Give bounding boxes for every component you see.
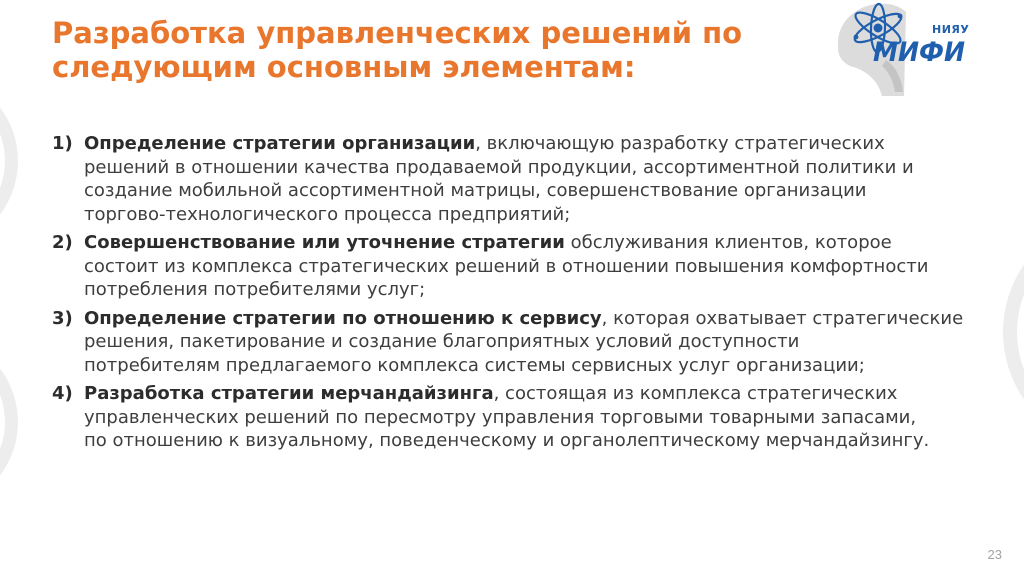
list-item-line: решений в отношении качества продаваемой продукции, ассортиментной политики и xyxy=(84,156,914,178)
mephi-logo xyxy=(830,0,975,100)
list-item-line: решения, пакетирование и создание благоприятных условий доступности xyxy=(84,331,800,352)
list-item-number: 4) xyxy=(52,383,73,404)
list-item xyxy=(52,231,963,302)
list-item-body xyxy=(84,132,914,226)
list-item xyxy=(52,132,963,226)
list-item-heading: Совершенствование или уточнение стратегии xyxy=(84,232,565,253)
list-item-line: состоит из комплекса стратегических решений в отношении повышения комфортности xyxy=(84,255,929,277)
decorative-arc-left-top xyxy=(0,108,18,215)
list-item-line: создание мобильной ассортиментной матрицы, совершенствование организации xyxy=(84,180,867,201)
list-item-heading: Определение стратегии по отношению к сервису xyxy=(84,307,602,329)
list-item-line xyxy=(84,231,928,255)
decorative-arc-left-bottom xyxy=(0,369,18,476)
list-item-heading: Определение стратегии организации xyxy=(84,133,476,154)
list-item-text: , состоящая из комплекса стратегических xyxy=(493,383,898,404)
list-item-number: 3) xyxy=(52,307,73,329)
list-item-line: торгово-технологического процесса предприятий; xyxy=(84,203,571,225)
list-item-text: , которая охватывает стратегические xyxy=(601,307,964,329)
list-item-line xyxy=(84,307,963,331)
list-item-line xyxy=(84,132,914,156)
list-item-line: потребления потребителями услуг; xyxy=(84,279,426,300)
logo-main-text: МИФИ xyxy=(873,37,966,68)
list-item-number: 2) xyxy=(52,232,73,253)
list-item-number: 1) xyxy=(52,133,73,154)
list-item-text: обслуживания клиентов, которое xyxy=(564,232,892,253)
list-item-line: управленческих решений по пересмотру управления торговыми товарными запасами, xyxy=(84,406,917,428)
slide-title-line: следующим основным элементам: xyxy=(52,50,636,84)
list-item xyxy=(52,382,963,453)
list-item-text: , включающую разработку стратегических xyxy=(475,133,885,154)
list-item-body xyxy=(84,307,963,378)
list-item-body xyxy=(84,231,928,302)
list-item-body xyxy=(84,382,929,453)
decorative-arc-right xyxy=(1003,265,1024,400)
strategy-list xyxy=(52,132,963,458)
list-item-line xyxy=(84,382,929,406)
list-item-line: потребителям предлагаемого комплекса системы сервисных услуг организации; xyxy=(84,354,865,376)
page-number: 23 xyxy=(987,547,1002,562)
list-item xyxy=(52,307,963,378)
slide-title-line: Разработка управленческих решений по xyxy=(52,16,743,50)
slide-title xyxy=(52,16,742,84)
logo-small-text: НИЯУ xyxy=(932,23,970,36)
list-item-heading: Разработка стратегии мерчандайзинга xyxy=(84,383,494,404)
list-item-line: по отношению к визуальному, поведенческому и органолептическому мерчандайзингу. xyxy=(84,430,930,451)
